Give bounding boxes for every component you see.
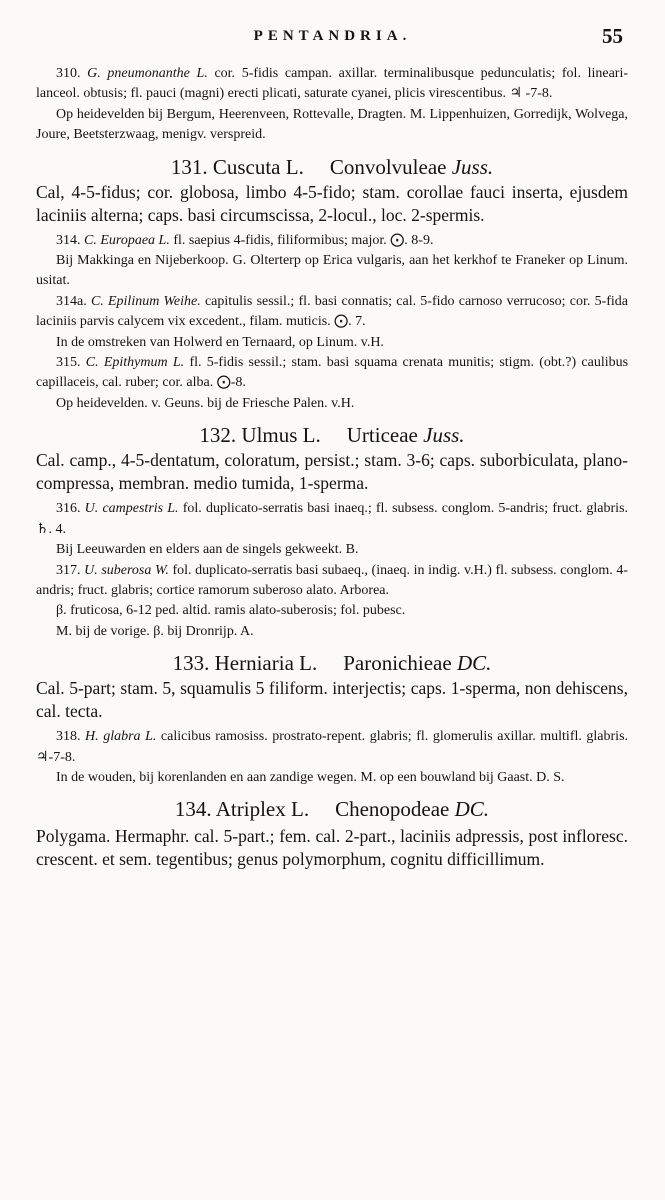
genus-characters-133: Cal. 5-part; stam. 5, squamulis 5 filiform. interjectis; caps. 1-sperma, non dehiscens, cal. tecta. (36, 678, 628, 722)
genus-name: Atriplex L. (215, 797, 310, 822)
species-314 (36, 231, 628, 251)
genus-number: 132. (199, 423, 237, 448)
species-name: C. Epilinum Weihe. (90, 293, 201, 309)
species-314a (36, 292, 628, 333)
species-number: 315. (56, 355, 81, 371)
family-name: Urticeae (346, 423, 418, 448)
species-name: G. pneumonanthe L. (87, 66, 208, 81)
family-author: DC. (454, 797, 490, 822)
genus-number: 134. (174, 797, 212, 822)
locality-note-310: Op heidevelden bij Bergum, Heerenveen, Rottevalle, Dragten. M. Lippenhuizen, Gorredijk, Wolvega, Joure, Beetsterzwaag, menigv. verspreid. (36, 106, 628, 143)
locality-note-318: In de wouden, bij korenlanden en aan zandige wegen. M. op een bouwland bij Gaast. D. S. (56, 769, 565, 785)
page-number: 55 (602, 24, 623, 48)
locality-note-317: M. bij de vorige. β. bij Dronrijp. A. (56, 623, 254, 639)
species-number: 316. (56, 501, 81, 517)
genus-characters-134: Polygama. Hermaphr. cal. 5-part.; fem. cal. 2-part., laciniis adpressis, post infloresc. crescent. et sem. tegentibus; genus polymorphum, cognitu difficillimum. (36, 826, 628, 870)
family-author: DC. (456, 651, 492, 676)
genus-characters-132: Cal. camp., 4-5-dentatum, coloratum, persist.; stam. 3-6; caps. suborbiculata, plano-compressa, membran. medio tumida, 1-sperma. (36, 450, 628, 494)
genus-heading-134 (36, 796, 628, 823)
species-description: capitulis sessil.; fl. basi connatis; cal. 5-fido carnoso verrucoso; cor. 5-fida laciniis parvis calycem vix excedent., filam. muticis. ⨀. 7. (36, 293, 629, 330)
locality-note-316: Bij Leeuwarden en elders aan de singels gekweekt. B. (56, 542, 359, 558)
genus-heading-132 (36, 422, 628, 449)
family-author: Juss. (423, 423, 465, 448)
species-description: fol. duplicato-serratis basi inaeq.; fl. subsess. conglom. 5-andris; fruct. glabris. ♄. 4. (36, 501, 629, 537)
text-block (36, 64, 628, 871)
variety-317-beta: β. fruticosa, 6-12 ped. altid. ramis alato-suberosis; fol. pubesc. (56, 603, 406, 619)
genus-characters-131: Cal, 4-5-fidus; cor. globosa, limbo 4-5-fido; stam. corollae fauci inserta, ejusdem laciniis alterna; caps. basi circumscissa, 2-locul., loc. 2-spermis. (36, 181, 628, 225)
species-name: H. glabra L. (85, 729, 157, 745)
locality-note-315: Op heidevelden. v. Geuns. bij de Friesche Palen. v.H. (56, 395, 355, 411)
genus-number: 131. (170, 154, 208, 179)
running-title: PENTANDRIA. (253, 28, 412, 44)
species-name: U. suberosa W. (84, 562, 169, 578)
species-number: 314a. (56, 293, 87, 309)
family-author: Juss. (451, 154, 494, 179)
genus-number: 133. (172, 651, 210, 676)
species-317 (36, 561, 628, 602)
species-number: 317. (56, 562, 81, 578)
genus-heading-131 (36, 154, 628, 181)
family-name: Paronichieae (343, 651, 452, 676)
species-description: fl. 5-fidis sessil.; stam. basi squama crenata munitis; stigm. (obt.?) caulibus capillaceis, cal. ruber; cor. alba. ⨀-8. (36, 355, 629, 391)
running-head (0, 24, 665, 50)
species-description: fl. saepius 4-fidis, filiformibus; major. ⨀. 8-9. (173, 232, 434, 248)
species-318 (36, 727, 628, 768)
species-number: 310. (56, 66, 81, 81)
genus-name: Herniaria L. (214, 651, 318, 676)
family-name: Convolvuleae (329, 154, 447, 179)
species-316 (36, 499, 628, 540)
species-description: fol. duplicato-serratis basi subaeq., (inaeq. in indig. v.H.) fl. subsess. conglom. 4-andris; fruct. glabris; cortice ramorum suberoso alato. Arborea. (36, 562, 629, 598)
locality-note-314: Bij Makkinga en Nijeberkoop. G. Olterterp op Erica vulgaris, aan het kerkhof te Franeker op Linum. usitat. (36, 253, 628, 289)
species-310 (36, 64, 628, 105)
species-name: U. campestris L. (84, 501, 179, 517)
species-description: calicibus ramosiss. prostrato-repent. glabris; fl. glomerulis axillar. multifl. glabris. ♃-7-8. (36, 729, 629, 765)
species-number: 318. (56, 729, 81, 745)
genus-name: Cuscuta L. (212, 154, 304, 179)
locality-note-314a: In de omstreken van Holwerd en Ternaard, op Linum. v.H. (56, 334, 384, 350)
species-number: 314. (56, 232, 81, 248)
species-description: cor. 5-fidis campan. axillar. terminalibusque pedunculatis; fol. lineari-lanceol. obtusis; fl. pauci (magni) erecti plicati, saturate cyanei, plicis virescentibus. ♃ -7-8. (36, 66, 629, 102)
species-315 (36, 353, 628, 394)
species-name: C. Epithymum L. (85, 355, 185, 371)
genus-heading-133 (36, 650, 628, 677)
family-name: Chenopodeae (335, 797, 450, 822)
species-name: C. Europaea L. (84, 232, 170, 248)
genus-name: Ulmus L. (241, 423, 321, 448)
